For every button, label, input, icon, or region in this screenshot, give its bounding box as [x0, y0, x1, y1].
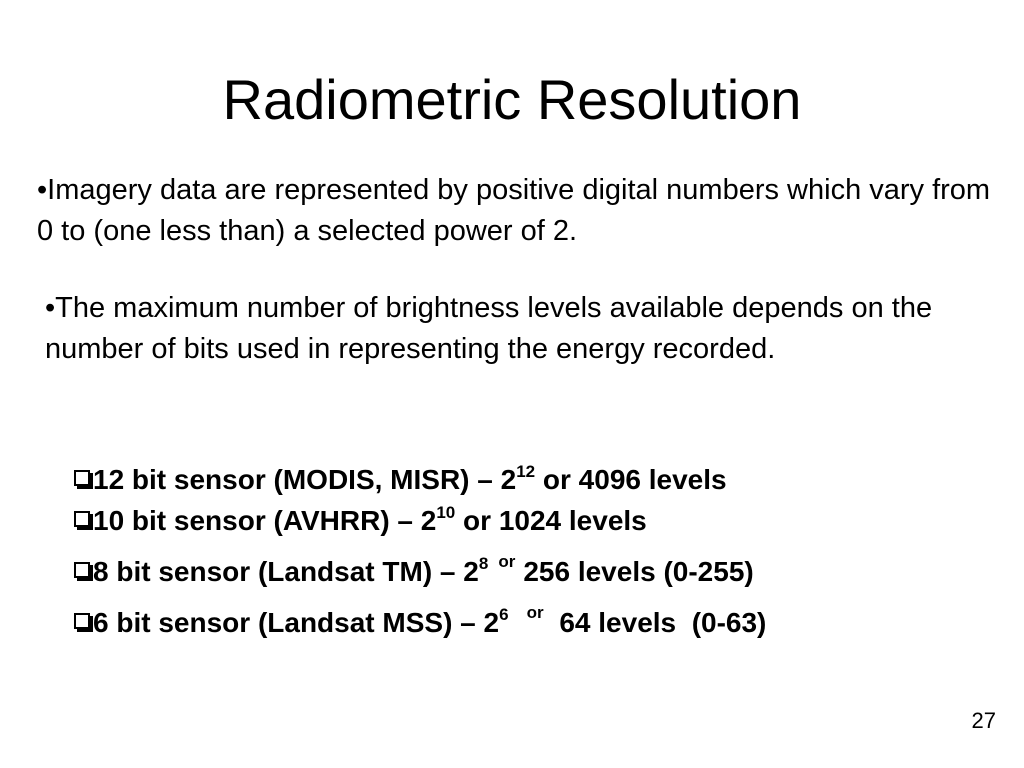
checkbox-bullet-icon: [74, 511, 90, 527]
item-text: 6 bit sensor (Landsat MSS) – 2: [93, 607, 500, 638]
item-text: 8 bit sensor (Landsat TM) – 2: [93, 556, 479, 587]
list-item: [72, 459, 766, 500]
item-exponent: 6: [499, 605, 509, 624]
item-exponent: 8: [478, 554, 489, 573]
list-item: [72, 500, 766, 541]
page-number: 27: [971, 708, 996, 733]
list-item: [72, 541, 766, 592]
item-text-end: or 1024 levels: [455, 505, 647, 536]
checkbox-bullet-icon: [74, 613, 90, 629]
item-text-end: or 4096 levels: [535, 464, 727, 495]
checkbox-bullet-icon: [74, 562, 90, 578]
item-or-label: or: [526, 603, 544, 622]
bullet-paragraph-2: •The maximum number of brightness levels available depends on the number of bits used in representing the energy recorded.: [45, 292, 933, 365]
sensor-bit-list: [72, 459, 766, 643]
item-exponent: 10: [436, 503, 456, 522]
item-text-end: 256 levels (0-255): [523, 556, 754, 587]
slide-title: Radiometric Resolution: [222, 68, 802, 131]
checkbox-bullet-icon: [74, 470, 90, 486]
item-exponent: 12: [516, 462, 536, 481]
item-or-label: or: [498, 552, 516, 571]
item-text-end: 64 levels (0-63): [551, 607, 767, 638]
list-item: [72, 592, 766, 643]
bullet-paragraph-1: •Imagery data are represented by positive digital numbers which vary from 0 to (one less than) a selected power of 2.: [37, 174, 991, 247]
item-text: 10 bit sensor (AVHRR) – 2: [93, 505, 437, 536]
item-text: 12 bit sensor (MODIS, MISR) – 2: [93, 464, 517, 495]
